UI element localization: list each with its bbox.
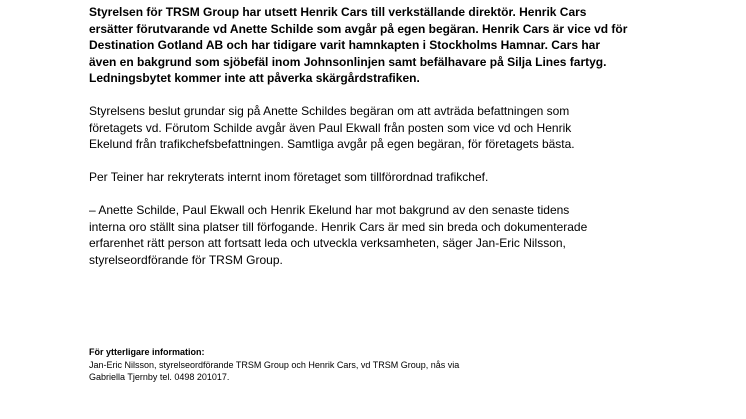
body-line: Ekelund från trafikchefsbefattningen. Samtliga avgår på egen begäran, för företagets bästa. [89, 137, 575, 151]
body-line: företagets vd. Förutom Schilde avgår även Paul Ekwall från posten som vice vd och Henrik [89, 120, 572, 135]
contact-info [89, 346, 649, 384]
quote-paragraph [89, 202, 649, 268]
contact-line: Gabriella Tjernby tel. 0498 201017. [89, 372, 230, 382]
lead-line: ersätter förutvarande vd Anette Schilde som avgår på egen begäran. Henrik Cars är vice vd för [89, 21, 628, 36]
recruitment-paragraph [89, 169, 649, 186]
lead-line: Ledningsbytet kommer inte att påverka skärgårdstrafiken. [89, 71, 420, 85]
decision-paragraph [89, 103, 649, 153]
body-line: Styrelsens beslut grundar sig på Anette Schildes begäran om att avträda befattningen som [89, 104, 570, 118]
paragraph-gap [89, 153, 649, 170]
body-line: Per Teiner har rekryterats internt inom företaget som tillförordnad trafikchef. [89, 170, 489, 184]
contact-title: För ytterligare information: [89, 347, 205, 357]
press-release-body [89, 4, 649, 268]
body-line: styrelseordförande för TRSM Group. [89, 252, 283, 267]
body-line: interna oro ställt sina platser till förfogande. Henrik Cars är med sin breda och dokumenterade [89, 219, 588, 234]
lead-paragraph [89, 4, 649, 87]
paragraph-gap [89, 87, 649, 104]
lead-line: Destination Gotland AB och har tidigare varit hamnkapten i Stockholms Hamnar. Cars har [89, 38, 601, 52]
paragraph-gap [89, 186, 649, 203]
contact-line: Jan-Eric Nilsson, styrelseordförande TRSM Group och Henrik Cars, vd TRSM Group, nås via [89, 359, 460, 370]
lead-line: även en bakgrund som sjöbefäl inom Johnsonlinjen samt befälhavare på Silja Lines fartyg. [89, 54, 607, 69]
lead-line: Styrelsen för TRSM Group har utsett Henrik Cars till verkställande direktör. Henrik Cars [89, 5, 587, 19]
body-line: – Anette Schilde, Paul Ekwall och Henrik Ekelund har mot bakgrund av den senaste tidens [89, 203, 570, 217]
body-line: erfarenhet rätt person att fortsatt leda och utveckla verksamheten, säger Jan-Eric Nilsson, [89, 236, 566, 250]
